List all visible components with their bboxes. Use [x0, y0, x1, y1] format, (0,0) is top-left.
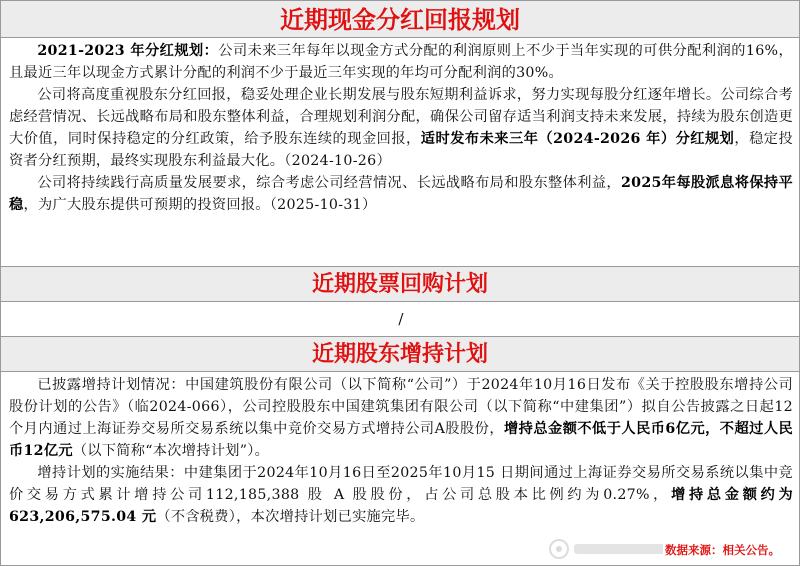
dividend-paragraph-1 [9, 40, 793, 84]
holding-p2-text-b: （不含税费），本次增持计划已实施完毕。 [156, 509, 425, 525]
dividend-paragraph-2 [9, 84, 793, 172]
dividend-plan-body [0, 38, 800, 266]
dividend-p3-text-a: 公司将持续践行高质量发展要求，综合考虑公司经营情况、长远战略布局和股东整体利益， [37, 175, 621, 191]
holding-p1-text-b: （以下简称“本次增持计划”）。 [72, 443, 270, 459]
buyback-plan-title: 近期股票回购计划 [0, 266, 800, 302]
watermark-icon [548, 538, 678, 560]
buyback-plan-body [0, 302, 800, 336]
dividend-plan-title: 近期现金分红回报规划 [0, 0, 800, 38]
dividend-p2-text-a: 公司将高度重视股东分红回报，稳妥处理企业长期发展与股东短期利益诉求，努力实现每股分红逐年增长。公司综合考虑经营情况、长远战略布局和股东整体利益，合理规划利润分配，确保公司留存适当利润支持未来发展，持续为股东创造更大价值，同时保持稳定的分红政策，给予股东连续的现金回报， [9, 87, 793, 147]
buyback-plan-content: / [398, 310, 404, 328]
dividend-plan-label: 2021-2023 年分红规划： [37, 43, 219, 59]
dividend-p3-emphasis: 2025年每股派息将保持平稳 [9, 175, 793, 213]
holding-p1-text-a: 已披露增持计划情况：中国建筑股份有限公司（以下简称“公司”）于2024年10月16日发布《关于控股股东增持公司股份计划的公告》（临2024-066），公司控股股东中国建筑集团有限公司（以下简称“中建集团”）拟自公告披露之日起12个月内通过上海证券交易所交易系统以集中竞价交易方式增持公司A股股份， [9, 377, 793, 437]
holding-p2-text-a: 增持计划的实施结果：中建集团于2024年10月16日至2025年10月15 日期间通过上海证券交易所交易系统以集中竞价交易方式累计增持公司112,185,388 股 A 股股份，占公司总股本比例约为0.27%， [9, 465, 793, 503]
holding-paragraph-1 [9, 374, 793, 462]
dividend-plan-text: 公司未来三年每年以现金方式分配的利润原则上不少于当年实现的可供分配利润的16%，且最近三年以现金方式累计分配的利润不少于最近三年实现的年均可分配利润的30%。 [9, 43, 793, 81]
dividend-p2-emphasis: 适时发布未来三年（2024-2026 年）分红规划 [420, 131, 735, 147]
holding-paragraph-2 [9, 462, 793, 528]
dividend-p3-text-b: ，为广大股东提供可预期的投资回报。（2025-10-31） [23, 197, 377, 213]
holding-plan-body [0, 372, 800, 566]
holding-p1-emphasis: 增持总金额不低于人民币6亿元，不超过人民币12亿元 [9, 421, 793, 459]
dividend-p2-text-b: ，稳定投资者分红预期，最终实现股东利益最大化。（2024-10-26） [9, 131, 793, 169]
source-note: 数据来源：相关公告。 [665, 543, 780, 557]
holding-plan-title: 近期股东增持计划 [0, 336, 800, 372]
dividend-paragraph-3 [9, 172, 793, 216]
holding-p2-emphasis: 增持总金额约为623,206,575.04 元 [9, 487, 793, 525]
